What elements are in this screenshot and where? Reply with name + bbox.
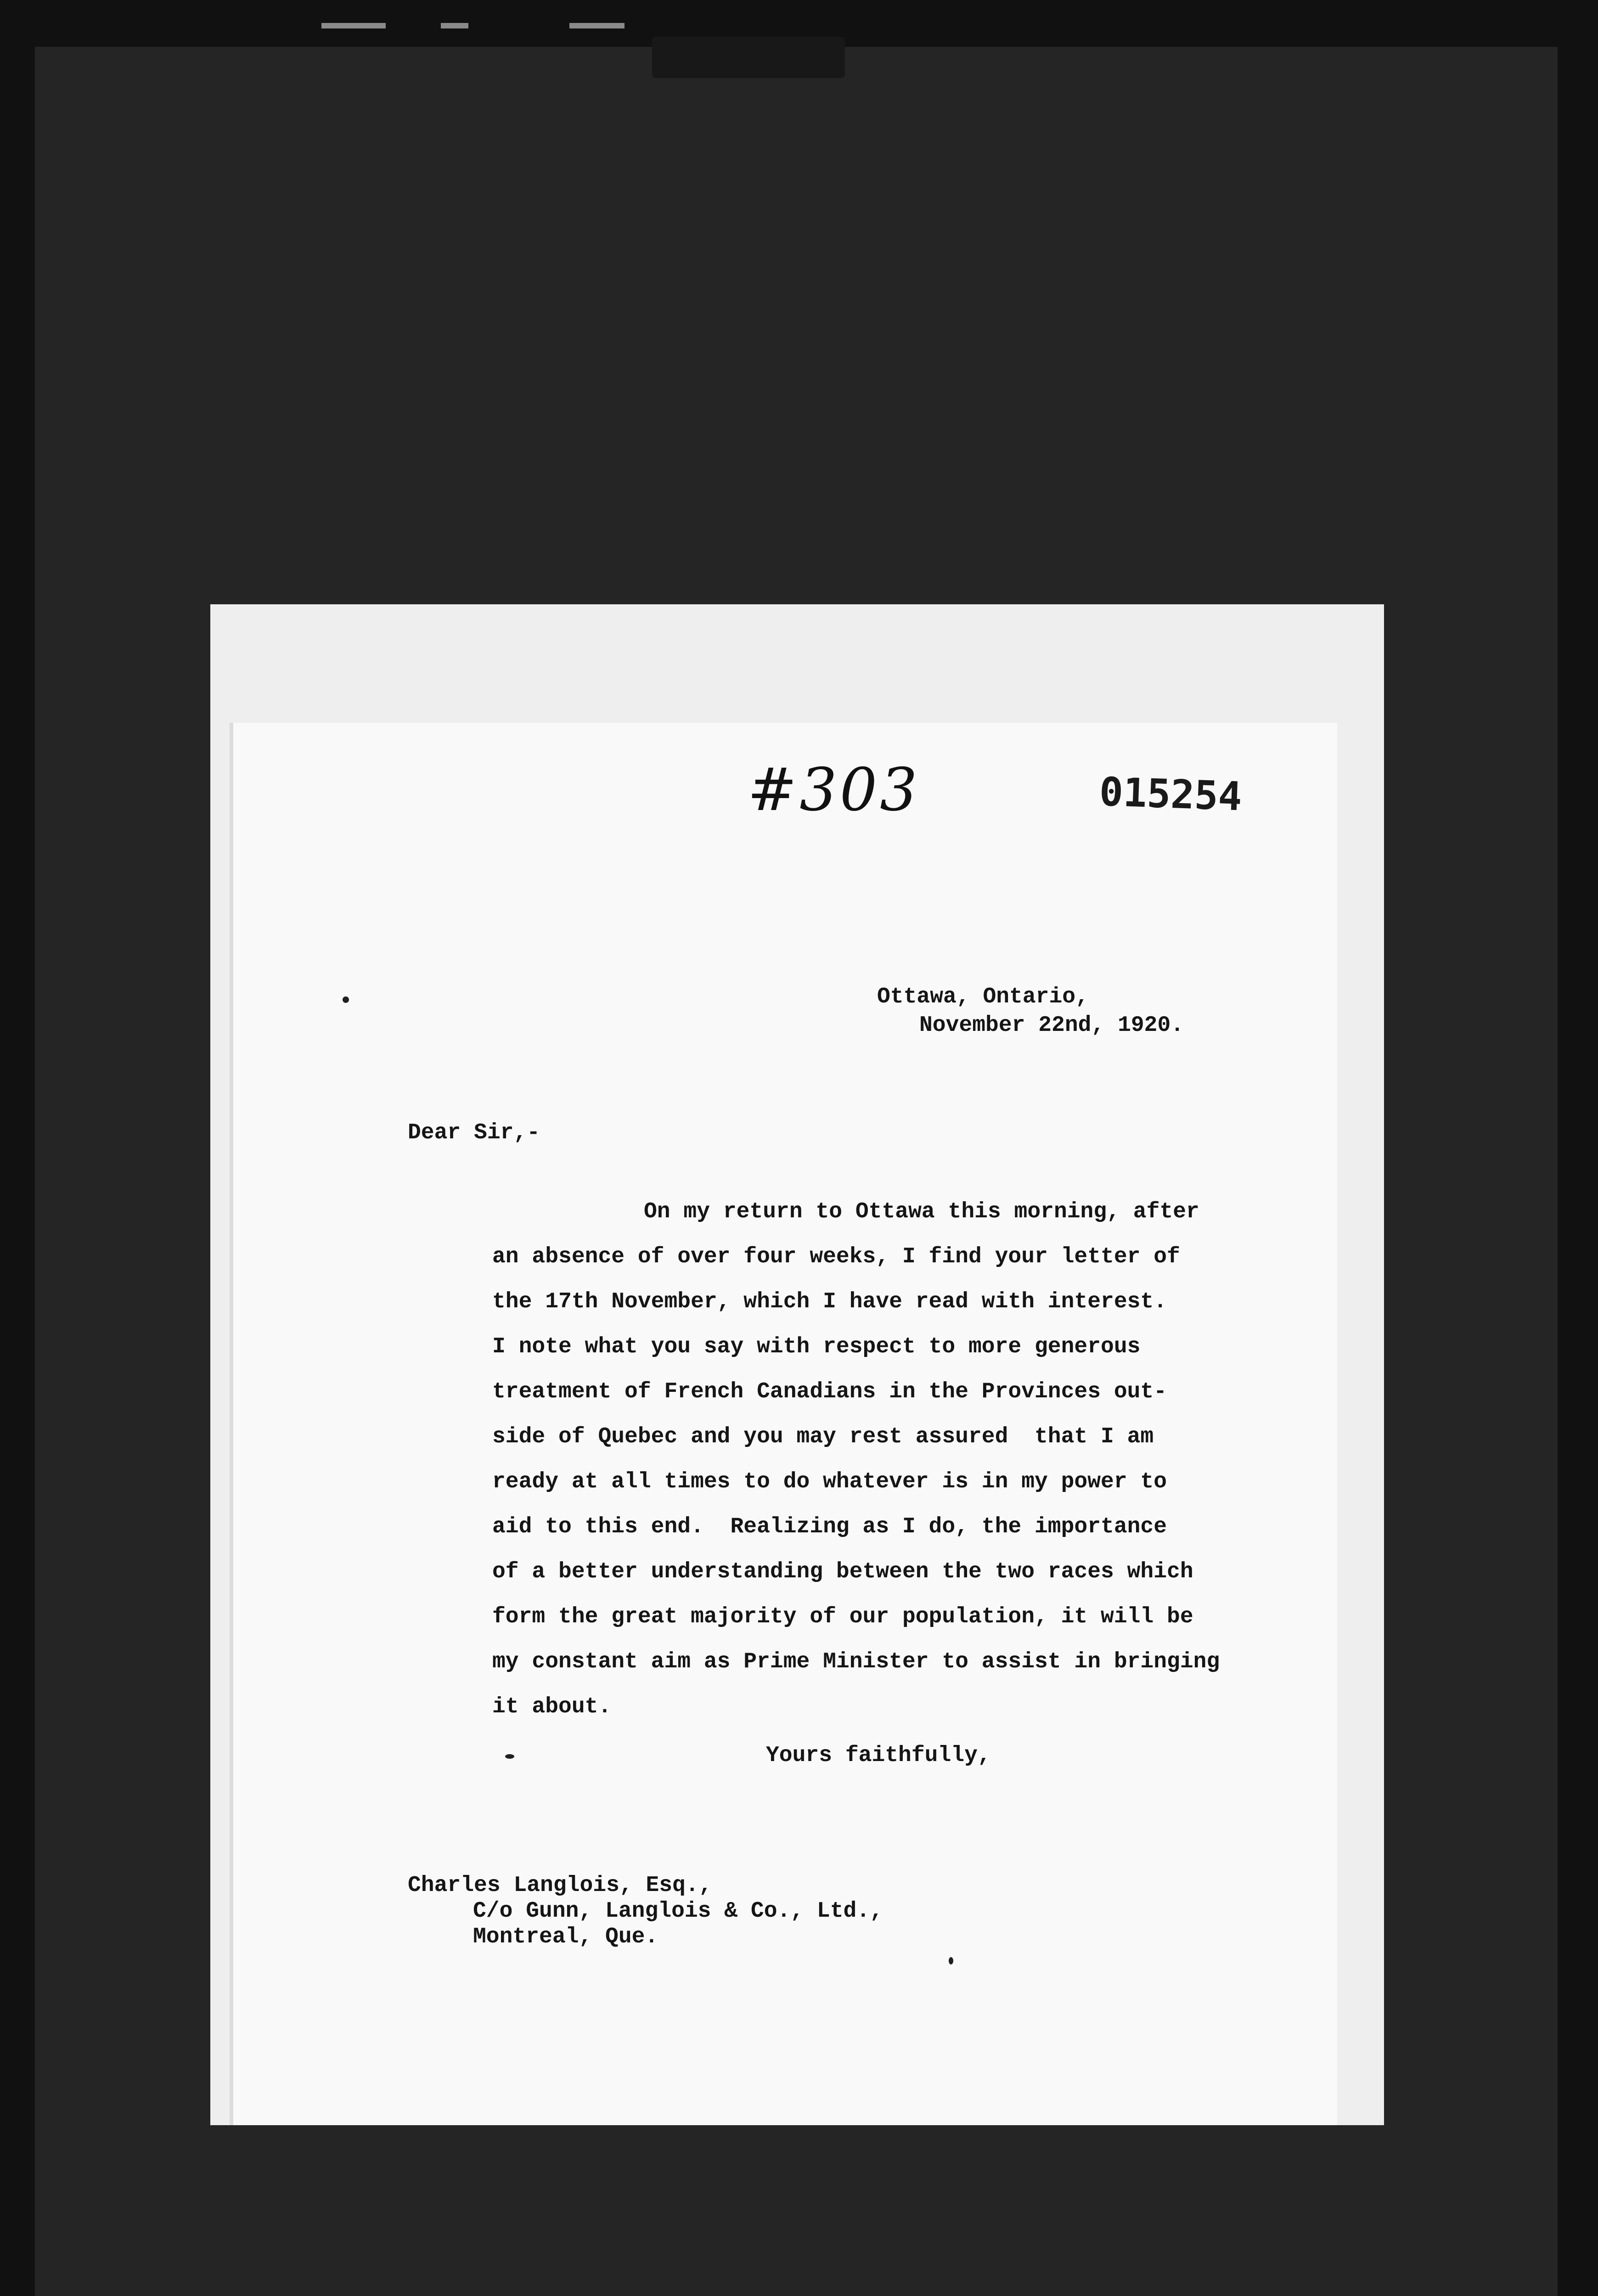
body-line: On my return to Ottawa this morning, after [644,1199,1199,1224]
paper-speck [505,1754,514,1759]
letter-date: November 22nd, 1920. [919,1013,1184,1038]
body-line: treatment of French Canadians in the Provinces out- [492,1379,1167,1404]
paper-speck [343,996,349,1003]
body-line: form the great majority of our population, it will be [492,1604,1193,1629]
paper-speck [949,1957,953,1964]
recipient-name: Charles Langlois, Esq., [408,1873,712,1898]
recipient-address-line: C/o Gunn, Langlois & Co., Ltd., [473,1899,883,1924]
body-line: my constant aim as Prime Minister to assist in bringing [492,1649,1220,1674]
body-line: of a better understanding between the two races which [492,1559,1193,1584]
body-line: I note what you say with respect to more generous [492,1334,1141,1359]
letter-date-block [877,983,1184,1040]
body-line: aid to this end. Realizing as I do, the importance [492,1514,1167,1539]
body-line: ready at all times to do whatever is in my power to [492,1469,1167,1494]
file-number-handwritten: #303 [748,756,920,824]
body-line: the 17th November, which I have read with interest. [492,1289,1167,1314]
letter-closing: Yours faithfully, [766,1743,991,1768]
film-edge-mark [441,23,468,28]
film-tab [652,37,845,78]
film-edge-mark [569,23,625,28]
letter-body [492,1189,1273,1729]
body-line: an absence of over four weeks, I find your letter of [492,1244,1180,1269]
body-line: it about. [492,1694,612,1719]
body-line: side of Quebec and you may rest assured that I am [492,1424,1154,1449]
recipient-city: Montreal, Que. [473,1925,658,1949]
film-edge-mark [321,23,386,28]
recipient-address [408,1873,883,1950]
document-stamp-number: 015254 [1098,769,1243,820]
letter-place: Ottawa, Ontario, [877,985,1089,1009]
letter-salutation: Dear Sir,- [408,1120,540,1145]
